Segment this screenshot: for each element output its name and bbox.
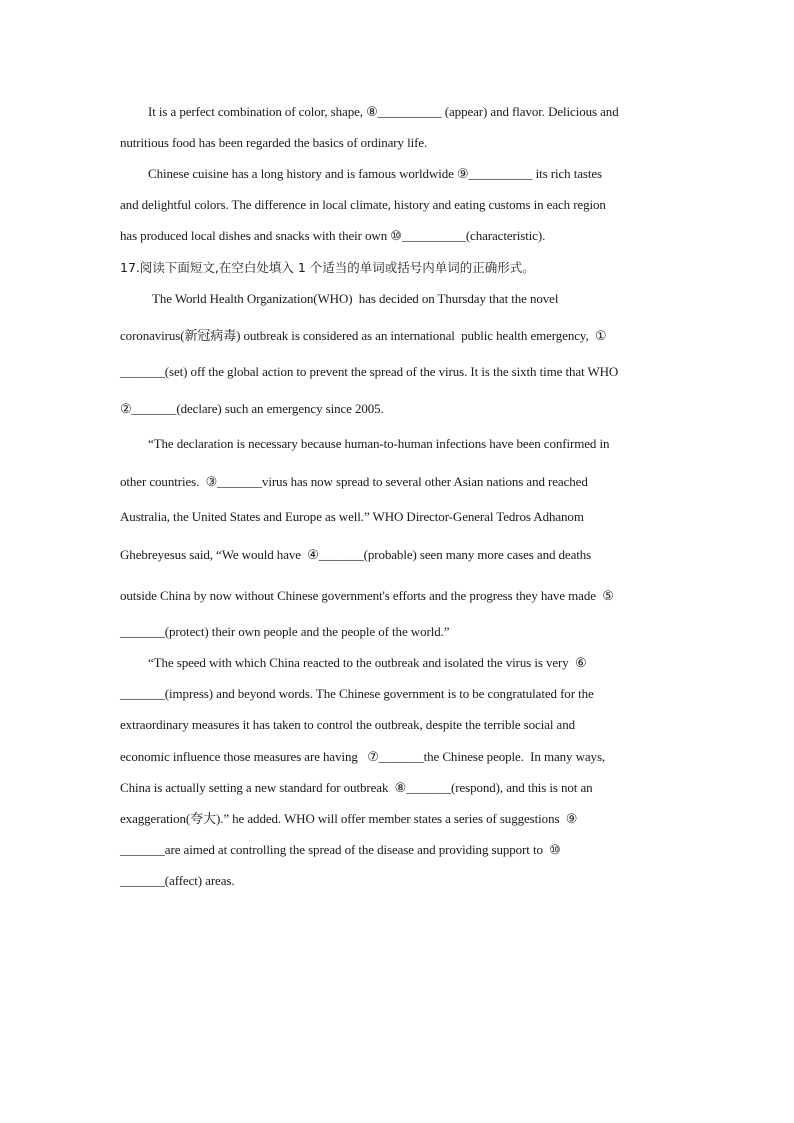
text-line: China is actually setting a new standard for outbreak ⑧_______(respond), and this is not an <box>120 780 593 795</box>
text-line: exaggeration(夸大).” he added. WHO will offer member states a series of suggestions ⑨ <box>120 811 578 826</box>
text-line: _______(affect) areas. <box>120 873 235 888</box>
text-line: Ghebreyesus said, “We would have ④_______(probable) seen many more cases and deaths <box>120 547 592 562</box>
section-heading: 17.阅读下面短文,在空白处填入 1 个适当的单词或括号内单词的正确形式。 <box>120 260 535 275</box>
text-line: Chinese cuisine has a long history and is famous worldwide ⑨__________ its rich tastes <box>148 166 603 181</box>
text-line: outside China by now without Chinese government's efforts and the progress they have made ⑤ <box>120 588 614 603</box>
text-line: economic influence those measures are having ⑦_______the Chinese people. In many ways, <box>120 749 606 764</box>
text-line: _______(set) off the global action to prevent the spread of the virus. It is the sixth time that WHO <box>120 364 619 379</box>
text-line: The World Health Organization(WHO) has decided on Thursday that the novel <box>152 291 559 306</box>
text-line: other countries. ③_______virus has now spread to several other Asian nations and reached <box>120 474 588 489</box>
text-line: It is a perfect combination of color, shape, ⑧__________ (appear) and flavor. Delicious and <box>148 104 619 119</box>
text-line: ②_______(declare) such an emergency since 2005. <box>120 401 384 416</box>
text-line: nutritious food has been regarded the basics of ordinary life. <box>120 135 428 150</box>
text-line: _______are aimed at controlling the spread of the disease and providing support to ⑩ <box>120 842 561 857</box>
text-line: “The declaration is necessary because human-to-human infections have been confirmed in <box>148 436 610 451</box>
text-line: _______(protect) their own people and the people of the world.” <box>120 624 450 639</box>
text-line: _______(impress) and beyond words. The Chinese government is to be congratulated for the <box>120 686 594 701</box>
text-line: Australia, the United States and Europe as well.” WHO Director-General Tedros Adhanom <box>120 509 584 524</box>
text-line: coronavirus(新冠病毒) outbreak is considered as an international public health emergency, ① <box>120 328 607 343</box>
text-line: and delightful colors. The difference in local climate, history and eating customs in each region <box>120 197 606 212</box>
text-line: has produced local dishes and snacks with their own ⑩__________(characteristic). <box>120 228 546 243</box>
text-line: “The speed with which China reacted to the outbreak and isolated the virus is very ⑥ <box>148 655 587 670</box>
text-line: extraordinary measures it has taken to control the outbreak, despite the terrible social and <box>120 717 576 732</box>
